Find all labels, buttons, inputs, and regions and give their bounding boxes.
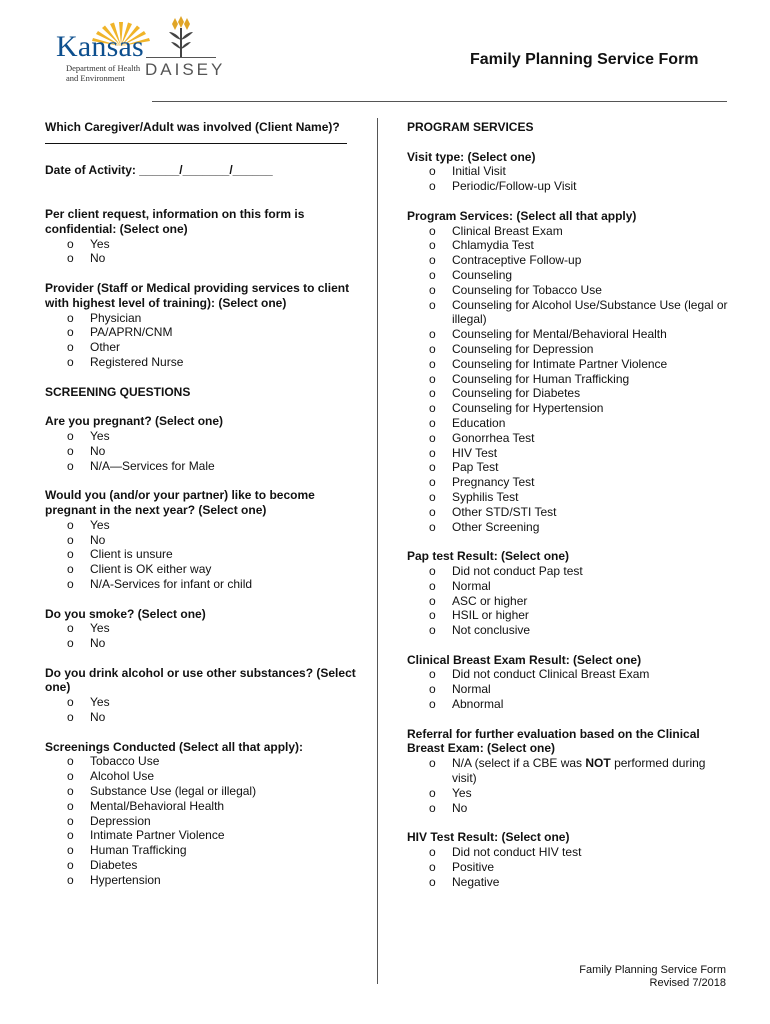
option-label: Counseling for Human Trafficking — [452, 371, 630, 386]
pap-result-question: Pap test Result: (Select one) — [407, 549, 570, 564]
header-divider — [152, 101, 727, 102]
become-pregnant-option[interactable] — [45, 547, 363, 562]
provider-option[interactable] — [45, 355, 363, 370]
radio-bullet-icon: o — [429, 682, 436, 697]
option-label: Counseling for Alcohol Use/Substance Use (legal or illegal) — [452, 297, 728, 327]
cbe-result-options — [407, 667, 732, 711]
provider-option[interactable] — [45, 311, 363, 326]
referral-option[interactable] — [407, 786, 732, 801]
program-service-option[interactable] — [407, 446, 732, 461]
option-label: Diabetes — [90, 858, 138, 873]
option-label: Human Trafficking — [90, 843, 187, 858]
radio-bullet-icon: o — [429, 859, 436, 874]
radio-bullet-icon: o — [67, 754, 74, 769]
radio-bullet-icon: o — [429, 371, 436, 386]
radio-bullet-icon: o — [67, 236, 74, 251]
option-label: Gonorrhea Test — [452, 430, 535, 445]
cbe-result-option[interactable] — [407, 682, 732, 697]
option-label: Yes — [90, 517, 110, 532]
hiv-result-option[interactable] — [407, 845, 732, 860]
radio-bullet-icon: o — [429, 297, 436, 312]
option-label: Yes — [90, 621, 110, 636]
program-service-option[interactable] — [407, 357, 732, 372]
radio-bullet-icon: o — [429, 785, 436, 800]
option-label: Negative — [452, 874, 500, 889]
provider-options — [45, 311, 363, 370]
program-service-option[interactable] — [407, 342, 732, 357]
program-service-option[interactable] — [407, 224, 732, 239]
referral-na-not: NOT — [585, 756, 611, 771]
right-column — [407, 120, 732, 889]
provider-option[interactable] — [45, 325, 363, 340]
option-label: Other STD/STI Test — [452, 504, 557, 519]
option-label: Counseling — [452, 267, 513, 282]
option-label: Counseling for Tobacco Use — [452, 282, 602, 297]
program-service-option[interactable] — [407, 268, 732, 283]
screenings-conducted-options — [45, 754, 363, 887]
option-label: Counseling for Mental/Behavioral Health — [452, 327, 667, 342]
become-pregnant-options — [45, 518, 363, 592]
form-title: Family Planning Service Form — [470, 51, 699, 68]
option-label: Tobacco Use — [90, 754, 160, 769]
pregnant-question: Are you pregnant? (Select one) — [45, 414, 224, 429]
radio-bullet-icon: o — [429, 504, 436, 519]
radio-bullet-icon: o — [429, 608, 436, 623]
radio-bullet-icon: o — [429, 460, 436, 475]
program-service-option[interactable] — [407, 253, 732, 268]
client-name-field[interactable] — [45, 135, 347, 144]
cbe-result-question: Clinical Breast Exam Result: (Select one) — [407, 652, 642, 667]
radio-bullet-icon: o — [67, 354, 74, 369]
option-label: Clinical Breast Exam — [452, 223, 563, 238]
alcohol-question: Do you drink alcohol or use other substances? (Select one) — [45, 665, 356, 695]
option-label: Depression — [90, 813, 151, 828]
radio-bullet-icon: o — [429, 445, 436, 460]
option-label: Hypertension — [90, 872, 161, 887]
pregnant-options — [45, 429, 363, 473]
option-label: No — [90, 636, 106, 651]
screening-option[interactable] — [45, 799, 363, 814]
option-label: Chlamydia Test — [452, 238, 534, 253]
radio-bullet-icon: o — [67, 843, 74, 858]
option-label: Did not conduct HIV test — [452, 845, 582, 860]
date-of-activity-field[interactable]: Date of Activity: ______/_______/______ — [45, 162, 273, 177]
option-label: Counseling for Hypertension — [452, 401, 604, 416]
radio-bullet-icon: o — [429, 282, 436, 297]
kdhe-subtitle: Department of Health and Environment — [66, 63, 141, 83]
program-service-option[interactable] — [407, 431, 732, 446]
smoke-options — [45, 621, 363, 651]
visit-type-option[interactable] — [407, 179, 732, 194]
become-pregnant-option[interactable] — [45, 577, 363, 592]
program-service-option[interactable] — [407, 460, 732, 475]
footer-revision: Revised 7/2018 — [649, 977, 726, 989]
daisey-logo-rule — [146, 57, 216, 58]
referral-question: Referral for further evaluation based on the Clinical Breast Exam: (Select one) — [407, 726, 700, 756]
radio-bullet-icon: o — [67, 517, 74, 532]
confidential-option[interactable] — [45, 251, 363, 266]
radio-bullet-icon: o — [429, 356, 436, 371]
option-label: Counseling for Intimate Partner Violence — [452, 356, 668, 371]
referral-options — [407, 786, 732, 816]
column-divider — [377, 118, 378, 984]
alcohol-option[interactable] — [45, 695, 363, 710]
radio-bullet-icon: o — [67, 695, 74, 710]
program-service-option[interactable] — [407, 327, 732, 342]
program-services-heading: PROGRAM SERVICES — [407, 120, 534, 134]
radio-bullet-icon: o — [429, 327, 436, 342]
visit-type-option[interactable] — [407, 164, 732, 179]
screening-option[interactable] — [45, 784, 363, 799]
option-label: Other — [90, 340, 121, 355]
option-label: Initial Visit — [452, 164, 506, 179]
radio-bullet-icon: o — [67, 310, 74, 325]
radio-bullet-icon: o — [429, 401, 436, 416]
program-service-option[interactable] — [407, 238, 732, 253]
radio-bullet-icon: o — [67, 621, 74, 636]
radio-bullet-icon: o — [67, 443, 74, 458]
visit-type-options — [407, 164, 732, 194]
option-label: Client is unsure — [90, 547, 173, 562]
option-label: Yes — [452, 785, 472, 800]
become-pregnant-question: Would you (and/or your partner) like to become pregnant in the next year? (Select one) — [45, 488, 315, 517]
option-label: Yes — [90, 236, 110, 251]
radio-bullet-icon: o — [429, 578, 436, 593]
screening-option[interactable] — [45, 769, 363, 784]
daisey-flower-logo — [163, 16, 199, 58]
radio-bullet-icon: o — [429, 593, 436, 608]
option-label: No — [90, 251, 106, 266]
hiv-result-option[interactable] — [407, 860, 732, 875]
option-label: Pap Test — [452, 460, 499, 475]
hiv-result-option[interactable] — [407, 875, 732, 890]
radio-bullet-icon: o — [429, 386, 436, 401]
screening-option[interactable] — [45, 873, 363, 888]
option-label: Registered Nurse — [90, 354, 184, 369]
program-service-option[interactable] — [407, 401, 732, 416]
screening-option[interactable] — [45, 754, 363, 769]
referral-option[interactable] — [407, 801, 732, 816]
radio-bullet-icon: o — [429, 267, 436, 282]
cbe-result-option[interactable] — [407, 667, 732, 682]
left-column — [45, 120, 363, 888]
pap-result-option[interactable] — [407, 594, 732, 609]
provider-option[interactable] — [45, 340, 363, 355]
option-label: Abnormal — [452, 697, 504, 712]
radio-bullet-icon: o — [429, 667, 436, 682]
program-service-option[interactable] — [407, 416, 732, 431]
referral-option-na[interactable] — [407, 756, 732, 786]
option-label: PA/APRN/CNM — [90, 325, 173, 340]
radio-bullet-icon: o — [429, 563, 436, 578]
option-label: ASC or higher — [452, 593, 528, 608]
screening-option[interactable] — [45, 828, 363, 843]
option-label: Did not conduct Pap test — [452, 563, 583, 578]
page-footer — [579, 964, 726, 990]
radio-bullet-icon: o — [429, 623, 436, 638]
option-label: Counseling for Diabetes — [452, 386, 581, 401]
option-label: Not conclusive — [452, 623, 531, 638]
option-label: HSIL or higher — [452, 608, 529, 623]
visit-type-question: Visit type: (Select one) — [407, 149, 536, 164]
radio-bullet-icon: o — [67, 872, 74, 887]
become-pregnant-option[interactable] — [45, 533, 363, 548]
option-label: Periodic/Follow-up Visit — [452, 179, 577, 194]
radio-bullet-icon: o — [67, 547, 74, 562]
become-pregnant-option[interactable] — [45, 518, 363, 533]
alcohol-options — [45, 695, 363, 725]
confidential-option[interactable] — [45, 237, 363, 252]
option-label: No — [452, 800, 468, 815]
option-label: Contraceptive Follow-up — [452, 253, 582, 268]
radio-bullet-icon: o — [429, 223, 436, 238]
radio-bullet-icon: o — [67, 532, 74, 547]
screening-option[interactable] — [45, 858, 363, 873]
radio-bullet-icon: o — [429, 874, 436, 889]
radio-bullet-icon: o — [67, 813, 74, 828]
radio-bullet-icon: o — [67, 562, 74, 577]
daisey-logo-text: DAISEY — [145, 60, 226, 79]
screening-option[interactable] — [45, 814, 363, 829]
radio-bullet-icon: o — [429, 238, 436, 253]
radio-bullet-icon: o — [429, 475, 436, 490]
option-label: Intimate Partner Violence — [90, 828, 225, 843]
smoke-option[interactable] — [45, 621, 363, 636]
option-label: Physician — [90, 310, 142, 325]
option-label: No — [90, 443, 106, 458]
option-label: N/A—Services for Male — [90, 458, 215, 473]
option-label: Alcohol Use — [90, 769, 155, 784]
pap-result-options — [407, 564, 732, 638]
radio-bullet-icon: o — [67, 251, 74, 266]
kansas-logo-text: Kansas — [56, 30, 144, 63]
radio-bullet-icon: o — [429, 697, 436, 712]
program-services-question: Program Services: (Select all that apply) — [407, 208, 637, 223]
pregnant-option[interactable] — [45, 429, 363, 444]
program-service-option[interactable] — [407, 505, 732, 520]
footer-form-name: Family Planning Service Form — [579, 964, 726, 976]
smoke-option[interactable] — [45, 636, 363, 651]
client-name-label: Which Caregiver/Adult was involved (Client Name)? — [45, 120, 340, 134]
option-label: Substance Use (legal or illegal) — [90, 784, 257, 799]
radio-bullet-icon: o — [429, 756, 436, 771]
alcohol-option[interactable] — [45, 710, 363, 725]
radio-bullet-icon: o — [67, 784, 74, 799]
option-label: Yes — [90, 695, 110, 710]
option-label: Education — [452, 415, 506, 430]
hiv-result-options — [407, 845, 732, 889]
referral-na-suffix: performed during visit) — [452, 756, 706, 786]
confidential-question: Per client request, information on this form is confidential: (Select one) — [45, 206, 305, 236]
option-label: Mental/Behavioral Health — [90, 798, 225, 813]
option-label: Counseling for Depression — [452, 341, 594, 356]
radio-bullet-icon: o — [67, 798, 74, 813]
radio-bullet-icon: o — [67, 636, 74, 651]
program-service-option[interactable] — [407, 298, 732, 328]
program-services-options — [407, 224, 732, 535]
program-service-option[interactable] — [407, 372, 732, 387]
radio-bullet-icon: o — [429, 519, 436, 534]
screening-questions-heading: SCREENING QUESTIONS — [45, 384, 191, 399]
screenings-conducted-question: Screenings Conducted (Select all that apply): — [45, 739, 304, 754]
radio-bullet-icon: o — [67, 325, 74, 340]
option-label: No — [90, 532, 106, 547]
option-label: Yes — [90, 428, 110, 443]
option-label: Normal — [452, 578, 491, 593]
radio-bullet-icon: o — [67, 858, 74, 873]
program-service-option[interactable] — [407, 490, 732, 505]
radio-bullet-icon: o — [429, 845, 436, 860]
option-label: HIV Test — [452, 445, 498, 460]
screening-option[interactable] — [45, 843, 363, 858]
radio-bullet-icon: o — [67, 340, 74, 355]
option-label: Did not conduct Clinical Breast Exam — [452, 667, 650, 682]
radio-bullet-icon: o — [67, 576, 74, 591]
radio-bullet-icon: o — [429, 253, 436, 268]
pap-result-option[interactable] — [407, 608, 732, 623]
radio-bullet-icon: o — [67, 428, 74, 443]
provider-question: Provider (Staff or Medical providing services to client with highest level of training): (Select one) — [45, 280, 350, 310]
radio-bullet-icon: o — [429, 341, 436, 356]
pap-result-option[interactable] — [407, 623, 732, 638]
option-label: Other Screening — [452, 519, 540, 534]
radio-bullet-icon: o — [429, 164, 436, 179]
radio-bullet-icon: o — [67, 710, 74, 725]
option-label: Client is OK either way — [90, 562, 212, 577]
program-service-option[interactable] — [407, 520, 732, 535]
pap-result-option[interactable] — [407, 564, 732, 579]
radio-bullet-icon: o — [429, 430, 436, 445]
program-service-option[interactable] — [407, 283, 732, 298]
cbe-result-option[interactable] — [407, 697, 732, 712]
pregnant-option[interactable] — [45, 444, 363, 459]
radio-bullet-icon: o — [429, 415, 436, 430]
option-label: Normal — [452, 682, 491, 697]
option-label: No — [90, 710, 106, 725]
program-service-option[interactable] — [407, 386, 732, 401]
become-pregnant-option[interactable] — [45, 562, 363, 577]
option-label: N/A-Services for infant or child — [90, 576, 253, 591]
smoke-question: Do you smoke? (Select one) — [45, 606, 206, 621]
pregnant-option[interactable] — [45, 459, 363, 474]
hiv-result-question: HIV Test Result: (Select one) — [407, 830, 570, 845]
radio-bullet-icon: o — [67, 769, 74, 784]
radio-bullet-icon: o — [67, 458, 74, 473]
option-label: Positive — [452, 859, 495, 874]
referral-na-prefix: N/A (select if a CBE was — [452, 756, 586, 771]
confidential-options — [45, 237, 363, 267]
radio-bullet-icon: o — [429, 179, 436, 194]
option-label: Syphilis Test — [452, 489, 519, 504]
radio-bullet-icon: o — [429, 800, 436, 815]
pap-result-option[interactable] — [407, 579, 732, 594]
radio-bullet-icon: o — [429, 489, 436, 504]
radio-bullet-icon: o — [67, 828, 74, 843]
option-label: Pregnancy Test — [452, 475, 535, 490]
program-service-option[interactable] — [407, 475, 732, 490]
